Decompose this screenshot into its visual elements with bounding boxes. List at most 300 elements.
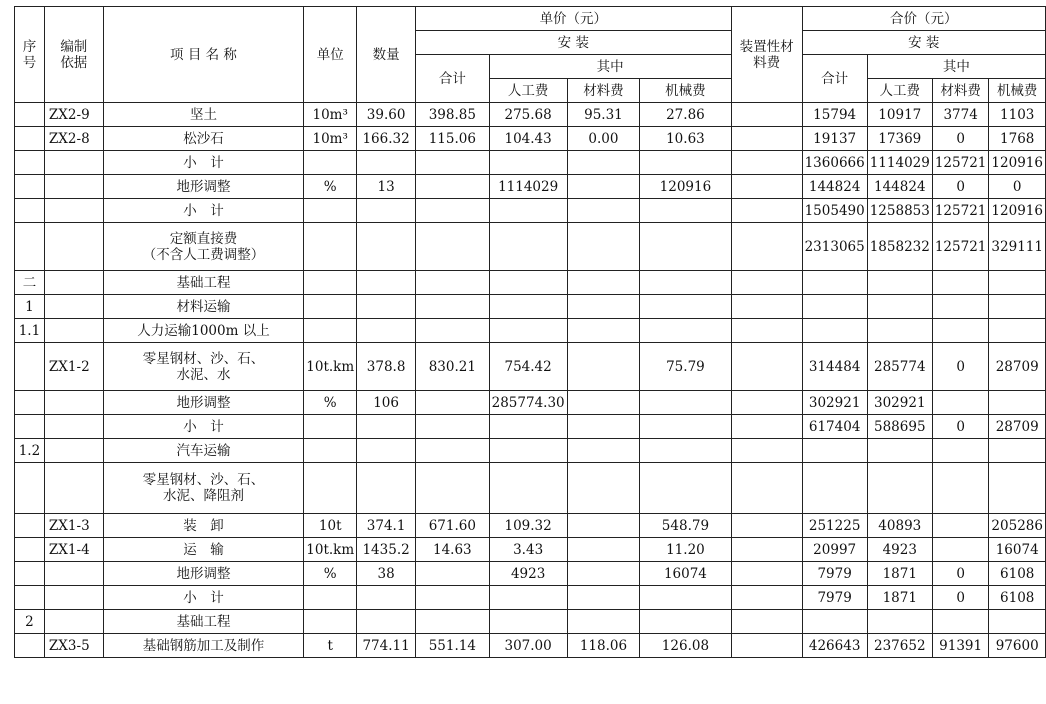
cell-sum-machine: 28709 [989, 343, 1046, 391]
cell-unit-price-material [567, 439, 640, 463]
cell-basis [44, 151, 103, 175]
cell-device-material [731, 514, 802, 538]
cell-device-material [731, 151, 802, 175]
cell-item-name: 小 计 [103, 415, 304, 439]
cell-seq [15, 562, 45, 586]
header-total: 合计 [416, 55, 490, 103]
cell-seq [15, 586, 45, 610]
cell-unit-price-total: 398.85 [416, 103, 490, 127]
cell-seq [15, 514, 45, 538]
cell-basis [44, 223, 103, 271]
cell-sum-labor: 1258853 [867, 199, 932, 223]
cell-unit-price-material [567, 175, 640, 199]
cell-unit [304, 223, 357, 271]
cell-unit-price-labor [489, 586, 567, 610]
cell-sum-machine [989, 271, 1046, 295]
cell-unit-price-total: 115.06 [416, 127, 490, 151]
cell-device-material [731, 634, 802, 658]
cell-sum-total [802, 271, 867, 295]
cell-item-name: 基础钢筋加工及制作 [103, 634, 304, 658]
cell-unit: 10t.km [304, 538, 357, 562]
cell-unit-price-machine [640, 223, 731, 271]
cell-unit-price-machine: 126.08 [640, 634, 731, 658]
cell-device-material [731, 103, 802, 127]
cell-unit-price-labor [489, 463, 567, 514]
cell-seq [15, 103, 45, 127]
cell-sum-total: 302921 [802, 391, 867, 415]
cell-seq [15, 223, 45, 271]
cell-sum-labor: 237652 [867, 634, 932, 658]
header-unit: 单位 [304, 7, 357, 103]
header-labor: 人工费 [489, 79, 567, 103]
table-row [15, 199, 1046, 223]
cell-sum-labor: 285774 [867, 343, 932, 391]
cell-unit-price-total: 14.63 [416, 538, 490, 562]
cell-sum-machine: 205286 [989, 514, 1046, 538]
header-machine: 机械费 [640, 79, 731, 103]
cell-quantity [357, 610, 416, 634]
cell-unit-price-machine [640, 391, 731, 415]
cell-unit-price-machine [640, 271, 731, 295]
cell-sum-material: 0 [932, 415, 989, 439]
cell-item-name: 零星钢材、沙、石、 水泥、降阻剂 [103, 463, 304, 514]
table-row [15, 271, 1046, 295]
cell-basis: ZX1-4 [44, 538, 103, 562]
cell-sum-total [802, 319, 867, 343]
header-basis: 编制 依据 [44, 7, 103, 103]
table-row [15, 634, 1046, 658]
cell-sum-labor: 588695 [867, 415, 932, 439]
cell-device-material [731, 415, 802, 439]
cell-item-name: 基础工程 [103, 610, 304, 634]
cell-unit-price-labor: 4923 [489, 562, 567, 586]
cell-unit-price-machine: 75.79 [640, 343, 731, 391]
cell-item-name: 小 计 [103, 151, 304, 175]
cell-seq [15, 343, 45, 391]
cell-sum-total: 7979 [802, 586, 867, 610]
header-material: 材料费 [567, 79, 640, 103]
cell-quantity [357, 415, 416, 439]
cell-unit: % [304, 175, 357, 199]
cell-unit-price-labor [489, 271, 567, 295]
table-row [15, 514, 1046, 538]
cell-sum-material: 0 [932, 586, 989, 610]
header-item-name: 项 目 名 称 [103, 7, 304, 103]
cell-sum-labor [867, 463, 932, 514]
cell-quantity: 166.32 [357, 127, 416, 151]
cell-unit-price-total [416, 223, 490, 271]
cell-quantity [357, 586, 416, 610]
cell-sum-total: 1360666 [802, 151, 867, 175]
cell-unit-price-total [416, 151, 490, 175]
cell-unit-price-total [416, 199, 490, 223]
table-row [15, 538, 1046, 562]
cell-sum-material: 125721 [932, 199, 989, 223]
cell-sum-labor [867, 319, 932, 343]
table-row [15, 610, 1046, 634]
cell-basis [44, 463, 103, 514]
cell-sum-machine: 120916 [989, 199, 1046, 223]
cell-sum-machine [989, 439, 1046, 463]
cell-item-name: 装 卸 [103, 514, 304, 538]
table-row [15, 175, 1046, 199]
cell-sum-labor: 1114029 [867, 151, 932, 175]
cell-sum-machine: 120916 [989, 151, 1046, 175]
header-install-2: 安 装 [802, 31, 1045, 55]
cell-unit-price-machine [640, 319, 731, 343]
header-seq: 序 号 [15, 7, 45, 103]
cell-quantity: 1435.2 [357, 538, 416, 562]
cell-unit: 10t [304, 514, 357, 538]
cell-unit [304, 439, 357, 463]
cell-sum-total: 7979 [802, 562, 867, 586]
cell-unit-price-material [567, 391, 640, 415]
cell-sum-machine [989, 610, 1046, 634]
cell-sum-material [932, 463, 989, 514]
cell-basis: ZX1-3 [44, 514, 103, 538]
cell-unit: 10m³ [304, 103, 357, 127]
cell-device-material [731, 343, 802, 391]
cell-sum-material: 0 [932, 562, 989, 586]
cell-sum-total: 617404 [802, 415, 867, 439]
cell-sum-material: 91391 [932, 634, 989, 658]
cell-device-material [731, 295, 802, 319]
cell-sum-material: 0 [932, 175, 989, 199]
cell-quantity: 38 [357, 562, 416, 586]
cell-unit [304, 415, 357, 439]
cell-sum-total: 19137 [802, 127, 867, 151]
cell-sum-labor: 1871 [867, 562, 932, 586]
cell-unit-price-material: 118.06 [567, 634, 640, 658]
cell-sum-labor: 4923 [867, 538, 932, 562]
table-body [15, 103, 1046, 658]
cell-unit-price-machine [640, 610, 731, 634]
cell-sum-machine [989, 391, 1046, 415]
cell-item-name: 地形调整 [103, 175, 304, 199]
cell-sum-total: 314484 [802, 343, 867, 391]
cell-seq [15, 538, 45, 562]
cell-seq [15, 415, 45, 439]
cell-unit-price-labor [489, 295, 567, 319]
cell-unit-price-machine: 10.63 [640, 127, 731, 151]
cell-sum-material [932, 610, 989, 634]
cell-unit-price-material [567, 415, 640, 439]
cell-unit-price-machine [640, 199, 731, 223]
cell-unit [304, 151, 357, 175]
cell-sum-total [802, 439, 867, 463]
cell-unit-price-machine: 16074 [640, 562, 731, 586]
cell-quantity [357, 319, 416, 343]
cell-item-name: 地形调整 [103, 391, 304, 415]
cell-unit-price-material [567, 586, 640, 610]
cell-unit-price-material [567, 463, 640, 514]
cell-unit-price-machine: 11.20 [640, 538, 731, 562]
cell-quantity [357, 199, 416, 223]
cell-device-material [731, 586, 802, 610]
cell-basis [44, 391, 103, 415]
cell-device-material [731, 199, 802, 223]
cell-item-name: 小 计 [103, 586, 304, 610]
cell-sum-material [932, 439, 989, 463]
cell-unit: % [304, 562, 357, 586]
cell-unit-price-total: 830.21 [416, 343, 490, 391]
cell-unit-price-total [416, 610, 490, 634]
cell-unit-price-labor [489, 610, 567, 634]
cell-quantity: 39.60 [357, 103, 416, 127]
cell-item-name: 汽车运输 [103, 439, 304, 463]
cell-unit-price-material: 0.00 [567, 127, 640, 151]
cell-item-name: 定额直接费 （不含人工费调整） [103, 223, 304, 271]
cell-sum-total: 15794 [802, 103, 867, 127]
cell-unit [304, 463, 357, 514]
cell-sum-machine: 0 [989, 175, 1046, 199]
header-labor-2: 人工费 [867, 79, 932, 103]
cell-device-material [731, 562, 802, 586]
cell-unit-price-labor: 754.42 [489, 343, 567, 391]
cell-unit-price-machine [640, 295, 731, 319]
cell-unit: 10t.km [304, 343, 357, 391]
cell-sum-total: 426643 [802, 634, 867, 658]
cell-unit-price-total [416, 415, 490, 439]
cell-sum-total: 20997 [802, 538, 867, 562]
cell-sum-labor: 144824 [867, 175, 932, 199]
cell-sum-machine: 1103 [989, 103, 1046, 127]
cell-unit-price-machine: 548.79 [640, 514, 731, 538]
cell-sum-material [932, 319, 989, 343]
cell-quantity [357, 463, 416, 514]
header-unit-price: 单价（元） [416, 7, 732, 31]
cell-sum-material: 0 [932, 343, 989, 391]
cell-unit-price-material [567, 514, 640, 538]
cell-unit-price-material [567, 610, 640, 634]
table-row [15, 562, 1046, 586]
cell-unit: % [304, 391, 357, 415]
cell-basis [44, 610, 103, 634]
cell-unit-price-machine [640, 586, 731, 610]
cell-sum-labor: 40893 [867, 514, 932, 538]
cell-sum-machine [989, 463, 1046, 514]
cell-unit-price-material [567, 271, 640, 295]
cell-sum-material: 3774 [932, 103, 989, 127]
cell-unit-price-total [416, 562, 490, 586]
cell-unit-price-material [567, 199, 640, 223]
cell-basis: ZX3-5 [44, 634, 103, 658]
cell-unit-price-labor [489, 415, 567, 439]
cell-unit-price-labor: 109.32 [489, 514, 567, 538]
cell-unit-price-labor: 285774.30 [489, 391, 567, 415]
cell-item-name: 小 计 [103, 199, 304, 223]
cell-sum-machine: 6108 [989, 562, 1046, 586]
cell-quantity: 378.8 [357, 343, 416, 391]
cell-quantity [357, 151, 416, 175]
cell-sum-material [932, 295, 989, 319]
cell-basis [44, 295, 103, 319]
cell-seq [15, 634, 45, 658]
header-device-material: 装置性材 料费 [731, 7, 802, 103]
cell-device-material [731, 538, 802, 562]
cell-unit [304, 199, 357, 223]
table-row [15, 151, 1046, 175]
cell-sum-material: 125721 [932, 223, 989, 271]
cell-unit [304, 271, 357, 295]
cell-seq [15, 463, 45, 514]
cell-sum-labor: 17369 [867, 127, 932, 151]
cell-unit-price-material [567, 295, 640, 319]
cell-quantity: 106 [357, 391, 416, 415]
cell-unit-price-machine [640, 151, 731, 175]
cell-seq: 1.1 [15, 319, 45, 343]
cell-unit-price-labor [489, 199, 567, 223]
cell-sum-labor [867, 271, 932, 295]
header-quantity: 数量 [357, 7, 416, 103]
table-row [15, 319, 1046, 343]
cell-item-name: 人力运输1000m 以上 [103, 319, 304, 343]
cell-seq: 2 [15, 610, 45, 634]
cell-unit-price-material [567, 223, 640, 271]
cell-seq [15, 391, 45, 415]
cell-sum-labor: 1871 [867, 586, 932, 610]
cell-quantity [357, 295, 416, 319]
budget-table [14, 6, 1046, 658]
cell-sum-material [932, 514, 989, 538]
cell-sum-total: 1505490 [802, 199, 867, 223]
cell-unit-price-material [567, 151, 640, 175]
cell-device-material [731, 175, 802, 199]
cell-unit [304, 319, 357, 343]
cell-sum-total [802, 463, 867, 514]
cell-device-material [731, 391, 802, 415]
cell-sum-labor: 302921 [867, 391, 932, 415]
cell-sum-total: 144824 [802, 175, 867, 199]
table-row [15, 295, 1046, 319]
cell-seq [15, 151, 45, 175]
cell-basis [44, 439, 103, 463]
cell-sum-labor [867, 610, 932, 634]
cell-basis [44, 586, 103, 610]
cell-unit-price-labor [489, 223, 567, 271]
cell-sum-machine: 6108 [989, 586, 1046, 610]
cell-unit-price-material: 95.31 [567, 103, 640, 127]
cell-basis [44, 319, 103, 343]
cell-unit-price-total [416, 463, 490, 514]
cell-unit-price-material [567, 319, 640, 343]
cell-seq [15, 175, 45, 199]
cell-unit-price-labor: 1114029 [489, 175, 567, 199]
table-row [15, 391, 1046, 415]
header-sum-price: 合价（元） [802, 7, 1045, 31]
cell-item-name: 坚土 [103, 103, 304, 127]
cell-unit-price-material [567, 343, 640, 391]
cell-sum-machine: 97600 [989, 634, 1046, 658]
cell-unit-price-total [416, 391, 490, 415]
table-row [15, 103, 1046, 127]
table-row [15, 439, 1046, 463]
cell-item-name: 基础工程 [103, 271, 304, 295]
cell-sum-total: 2313065 [802, 223, 867, 271]
cell-unit-price-labor [489, 439, 567, 463]
cell-item-name: 运 输 [103, 538, 304, 562]
cell-unit-price-total [416, 439, 490, 463]
table-row [15, 415, 1046, 439]
cell-unit-price-total: 671.60 [416, 514, 490, 538]
cell-basis [44, 562, 103, 586]
cell-seq [15, 199, 45, 223]
cell-unit-price-total [416, 175, 490, 199]
cell-seq: 1 [15, 295, 45, 319]
cell-unit-price-material [567, 562, 640, 586]
cell-unit [304, 610, 357, 634]
cell-device-material [731, 610, 802, 634]
cell-sum-total [802, 295, 867, 319]
cell-sum-machine: 28709 [989, 415, 1046, 439]
cell-unit: 10m³ [304, 127, 357, 151]
cell-quantity: 374.1 [357, 514, 416, 538]
cell-unit-price-labor: 307.00 [489, 634, 567, 658]
cell-unit-price-total [416, 271, 490, 295]
cell-basis [44, 199, 103, 223]
header-total-2: 合计 [802, 55, 867, 103]
cell-basis: ZX1-2 [44, 343, 103, 391]
cell-sum-total: 251225 [802, 514, 867, 538]
cell-unit [304, 295, 357, 319]
cell-basis: ZX2-9 [44, 103, 103, 127]
cell-sum-machine: 1768 [989, 127, 1046, 151]
header-install: 安 装 [416, 31, 732, 55]
cell-unit-price-machine: 120916 [640, 175, 731, 199]
table-row [15, 463, 1046, 514]
cell-quantity [357, 271, 416, 295]
cell-device-material [731, 271, 802, 295]
cell-unit-price-machine [640, 415, 731, 439]
cell-unit-price-labor [489, 151, 567, 175]
cell-basis [44, 271, 103, 295]
cell-unit-price-machine: 27.86 [640, 103, 731, 127]
cell-device-material [731, 127, 802, 151]
cell-item-name: 零星钢材、沙、石、 水泥、水 [103, 343, 304, 391]
cell-sum-labor: 1858232 [867, 223, 932, 271]
cell-sum-machine: 16074 [989, 538, 1046, 562]
table-row [15, 586, 1046, 610]
cell-unit-price-material [567, 538, 640, 562]
cell-unit-price-machine [640, 463, 731, 514]
cell-item-name: 地形调整 [103, 562, 304, 586]
table-header [15, 7, 1046, 103]
header-material-2: 材料费 [932, 79, 989, 103]
header-of-which-2: 其中 [867, 55, 1045, 79]
cell-quantity [357, 439, 416, 463]
cell-basis [44, 175, 103, 199]
cell-seq [15, 127, 45, 151]
cell-sum-machine [989, 319, 1046, 343]
cell-basis [44, 415, 103, 439]
cell-sum-machine: 329111 [989, 223, 1046, 271]
table-row [15, 343, 1046, 391]
cell-device-material [731, 223, 802, 271]
cell-sum-material [932, 538, 989, 562]
cell-device-material [731, 439, 802, 463]
cell-sum-material [932, 271, 989, 295]
cell-quantity: 774.11 [357, 634, 416, 658]
cell-unit [304, 586, 357, 610]
cell-unit-price-labor: 104.43 [489, 127, 567, 151]
cell-basis: ZX2-8 [44, 127, 103, 151]
cell-item-name: 材料运输 [103, 295, 304, 319]
cell-device-material [731, 319, 802, 343]
cell-unit: t [304, 634, 357, 658]
cell-unit-price-labor: 275.68 [489, 103, 567, 127]
cell-unit-price-total [416, 586, 490, 610]
cell-unit-price-total [416, 295, 490, 319]
